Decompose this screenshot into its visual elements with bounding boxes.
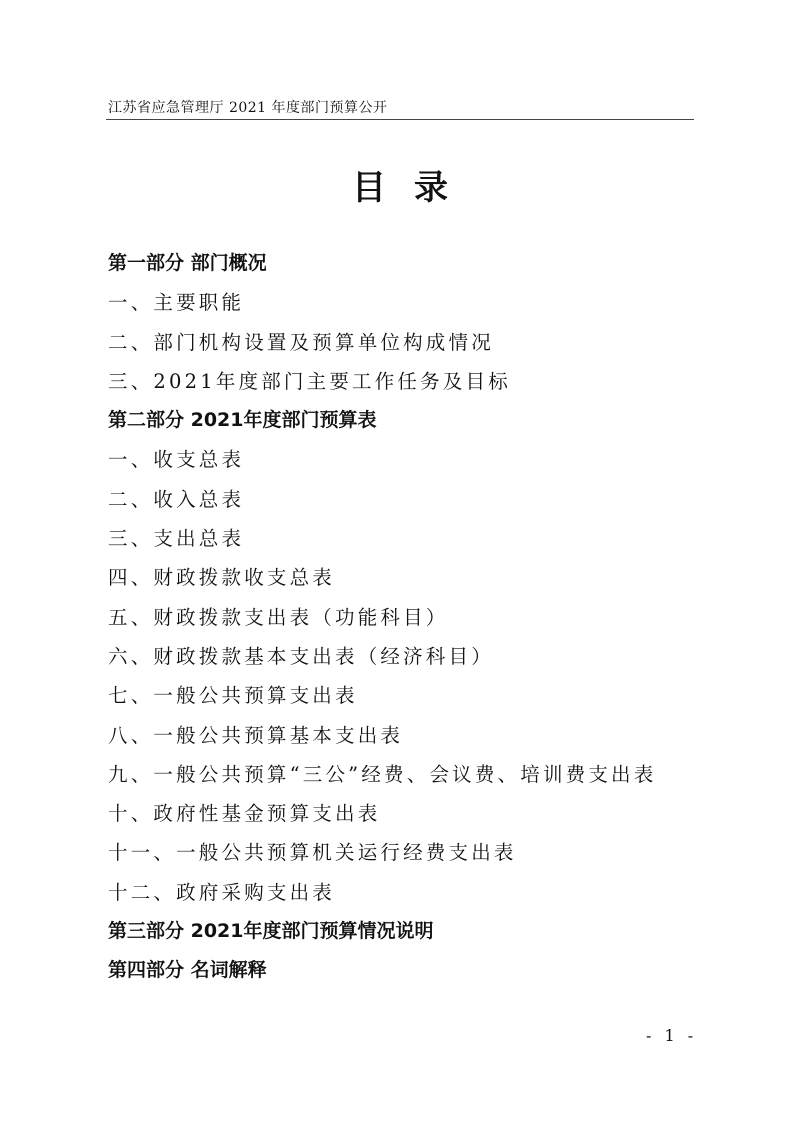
toc-item: 三、2021年度部门主要工作任务及目标	[108, 369, 511, 393]
toc-item: 三、支出总表	[108, 527, 245, 551]
page-title: 目录	[352, 168, 476, 208]
toc-item: 十二、政府采购支出表	[108, 880, 336, 904]
page-number: - 1 -	[646, 1026, 698, 1045]
toc-item: 五、财政拨款支出表（功能科目）	[108, 605, 449, 629]
toc-item: 十、政府性基金预算支出表	[108, 802, 381, 826]
toc-part-heading: 第三部分 2021年度部门预算情况说明	[108, 920, 434, 943]
toc-item: 一、主要职能	[108, 291, 245, 315]
toc-item: 十一、一般公共预算机关运行经费支出表	[108, 841, 517, 865]
header-divider	[106, 119, 694, 120]
toc-item: 四、财政拨款收支总表	[108, 566, 336, 590]
toc-part-heading: 第一部分 部门概况	[108, 252, 267, 274]
toc-item: 九、一般公共预算“三公”经费、会议费、培训费支出表	[108, 762, 657, 786]
toc-part-heading: 第四部分 名词解释	[108, 959, 267, 982]
toc-item: 二、部门机构设置及预算单位构成情况	[108, 330, 494, 354]
toc-part-heading: 第二部分 2021年度部门预算表	[108, 409, 377, 432]
toc-item: 一、收支总表	[108, 448, 245, 472]
running-header: 江苏省应急管理厅 2021 年度部门预算公开	[108, 100, 388, 116]
toc-item: 六、财政拨款基本支出表（经济科目）	[108, 644, 494, 668]
table-of-contents	[108, 244, 708, 991]
toc-item: 八、一般公共预算基本支出表	[108, 723, 404, 747]
toc-item: 二、收入总表	[108, 487, 245, 511]
toc-item: 七、一般公共预算支出表	[108, 684, 358, 708]
